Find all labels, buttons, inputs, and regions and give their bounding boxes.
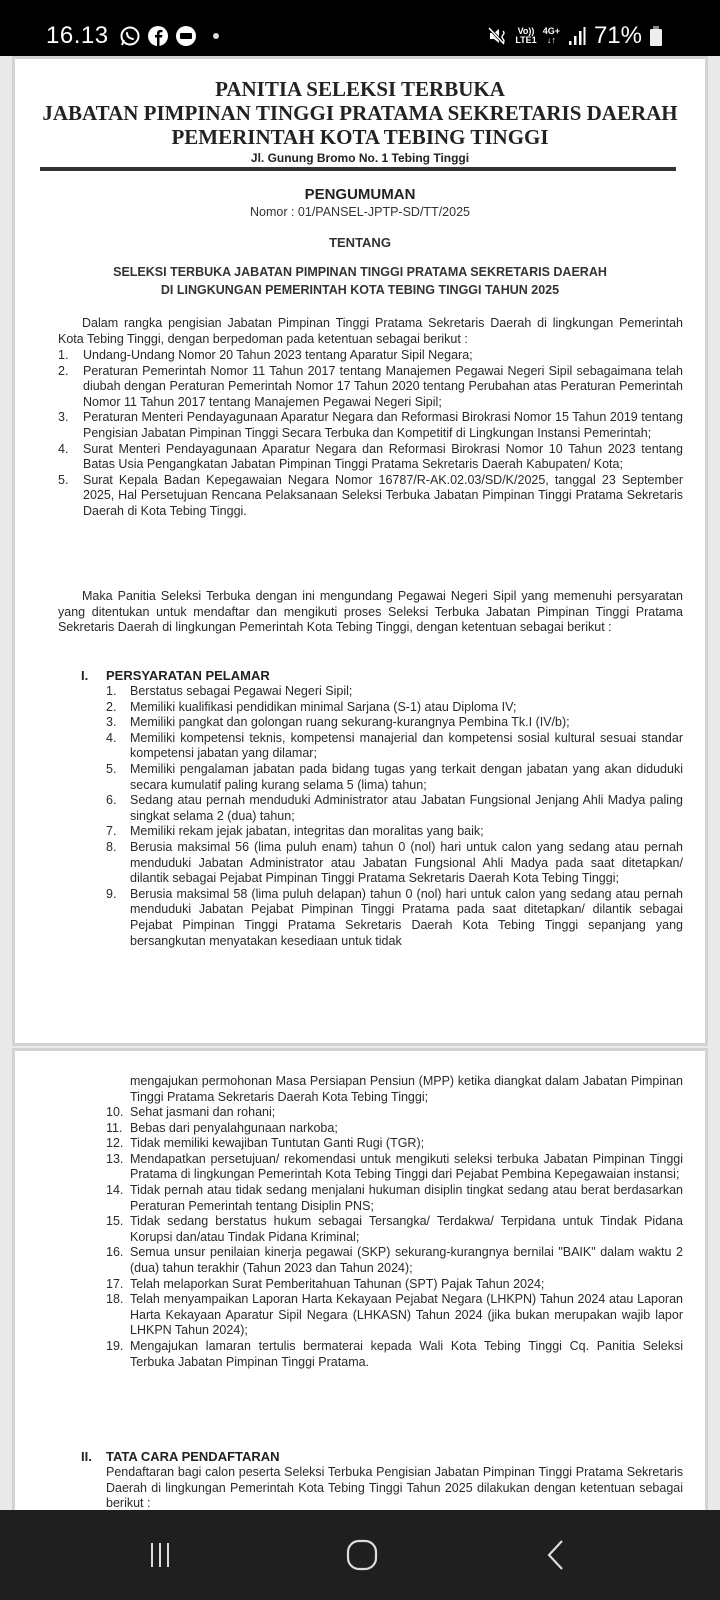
reference-list bbox=[58, 348, 683, 520]
item-text: Berstatus sebagai Pegawai Negeri Sipil; bbox=[130, 684, 353, 698]
item-text: Undang-Undang Nomor 20 Tahun 2023 tentang Aparatur Sipil Negara; bbox=[83, 348, 473, 362]
item-number: 8. bbox=[106, 839, 117, 854]
whatsapp-icon bbox=[119, 25, 141, 47]
mute-icon bbox=[487, 25, 509, 47]
reference-item bbox=[58, 348, 683, 364]
reference-item bbox=[58, 442, 683, 473]
item-number: 1. bbox=[58, 348, 69, 362]
item-number: 17. bbox=[106, 1276, 124, 1291]
section-2-title: TATA CARA PENDAFTARAN bbox=[106, 1449, 280, 1464]
lte-label: LTE1 bbox=[515, 35, 537, 45]
item-number: 2. bbox=[106, 699, 117, 714]
item-number: 19. bbox=[106, 1338, 124, 1353]
announcement-title: PENGUMUMAN bbox=[304, 186, 416, 203]
item-number: 10. bbox=[106, 1105, 124, 1119]
subject-line-1: SELEKSI TERBUKA JABATAN PIMPINAN TINGGI PRATAMA SEKRETARIS DAERAH bbox=[113, 265, 607, 279]
requirements-list-page-2 bbox=[106, 1105, 683, 1370]
item-text: Bebas dari penyalahgunaan narkoba; bbox=[130, 1120, 338, 1135]
item-text: Berusia maksimal 58 (lima puluh delapan) tahun 0 (nol) hari untuk calon yang sedang atau pernah menduduki Jabatan Pejabat Pimpinan Tinggi Pratama pada saat ditetapkan/ dilantik sebagai Pejabat Pimpinan Tinggi Pratama Sekretaris Daerah Kota Tebing Tinggi sepanjang yang bersangkutan menyatakan kesediaan untuk tidak bbox=[130, 886, 683, 948]
status-bar bbox=[0, 0, 720, 56]
section-2-text: Pendaftaran bagi calon peserta Seleksi Terbuka Pengisian Jabatan Pimpinan Tinggi Pratama Sekretaris Daerah di lingkungan Pemerintah Kota Tebing Tinggi Tahun 2025 dilakukan dengan ketentuan sebagai berikut : bbox=[106, 1465, 683, 1510]
item-number: 3. bbox=[106, 715, 117, 730]
item-number: 2. bbox=[58, 363, 69, 378]
facebook-icon bbox=[147, 25, 169, 47]
notification-dot-icon bbox=[213, 33, 219, 39]
item-number: 6. bbox=[106, 793, 117, 808]
reference-item bbox=[58, 364, 683, 411]
requirement-item bbox=[106, 1136, 683, 1152]
section-1-number: I. bbox=[81, 668, 89, 683]
volte-label: Vo)) bbox=[517, 26, 535, 36]
item-text: Tidak memiliki kewajiban Tuntutan Ganti Rugi (TGR); bbox=[130, 1136, 425, 1151]
intro-paragraph: Dalam rangka pengisian Jabatan Pimpinan Tinggi Pratama Sekretaris Daerah di lingkungan Pemerintah Kota Tebing Tinggi, dengan berpedoman pada ketentuan sebagai berikut : bbox=[58, 316, 683, 346]
item-text: Memiliki pangkat dan golongan ruang sekurang-kurangnya Pembina Tk.I (IV/b); bbox=[130, 715, 570, 730]
requirement-item bbox=[106, 1214, 683, 1245]
volte-icon bbox=[515, 27, 536, 45]
requirement-item bbox=[106, 700, 683, 716]
item-text: Memiliki rekam jejak jabatan, integritas dan moralitas yang baik; bbox=[130, 824, 484, 839]
home-button[interactable] bbox=[342, 1538, 382, 1572]
item-text: Sehat jasmani dan rohani; bbox=[130, 1105, 276, 1119]
status-left bbox=[46, 22, 219, 50]
requirement-item bbox=[106, 762, 683, 793]
item-number: 15. bbox=[106, 1214, 124, 1229]
requirement-item bbox=[106, 793, 683, 824]
home-icon bbox=[345, 1538, 379, 1572]
item-text: Telah menyampaikan Laporan Harta Kekayaan Pejabat Negara (LHKPN) Tahun 2024 atau Laporan Harta Kekayaan Aparatur Sipil Negara (LHKASN) Tahun 2024 (jika bukan merupakan wajib lapor LHKPN Tahun 2024); bbox=[130, 1292, 683, 1338]
item-text: Mendapatkan persetujuan/ rekomendasi untuk mengikuti seleksi terbuka Jabatan Pimpinan Tinggi Pratama di lingkungan Pemerintah Kota Tebing Tinggi dari Pejabat Pembina Kepegawaian instansi; bbox=[130, 1151, 683, 1182]
item-text: Memiliki pengalaman jabatan pada bidang tugas yang terkait dengan jabatan yang akan diduduki secara kumulatif paling kurang selama 5 (lima) tahun; bbox=[130, 761, 683, 792]
item-number: 3. bbox=[58, 410, 69, 425]
item-text: Memiliki kualifikasi pendidikan minimal Sarjana (S-1) atau Diploma IV; bbox=[130, 699, 517, 714]
item-number: 18. bbox=[106, 1292, 124, 1307]
signal-icon bbox=[566, 25, 588, 47]
subject-line-2: DI LINGKUNGAN PEMERINTAH KOTA TEBING TINGGI TAHUN 2025 bbox=[160, 283, 560, 297]
requirement-9-continued: mengajukan permohonan Masa Persiapan Pensiun (MPP) ketika diangkat dalam Jabatan Pimpinan Tinggi Pratama Sekretaris Daerah Kota Tebing Tinggi; bbox=[130, 1074, 683, 1104]
requirement-item bbox=[106, 1105, 683, 1121]
about-label: TENTANG bbox=[329, 235, 391, 250]
document-page-1 bbox=[12, 56, 708, 1046]
status-right bbox=[487, 22, 662, 50]
item-text: Sedang atau pernah menduduki Administrator atau Jabatan Fungsional Jenjang Ahli Madya paling singkat selama 2 (dua) tahun; bbox=[130, 793, 683, 823]
data-arrows: ↓↑ bbox=[546, 35, 556, 45]
data-icon bbox=[543, 27, 560, 45]
item-text: Surat Kepala Badan Kepegawaian Negara Nomor 16787/R-AK.02.03/SD/K/2025, tanggal 23 September 2025, Hal Persetujuan Rencana Pelaksanaan Seleksi Terbuka Jabatan Pimpinan Tinggi Pratama Sekretaris Daerah di Kota Tebing Tinggi. bbox=[83, 472, 683, 518]
requirement-item bbox=[106, 1245, 683, 1276]
item-number: 5. bbox=[106, 761, 117, 776]
requirement-item bbox=[106, 1292, 683, 1339]
invitation-paragraph: Maka Panitia Seleksi Terbuka dengan ini mengundang Pegawai Negeri Sipil yang memenuhi persyaratan yang ditentukan untuk mendaftar dan mengikuti proses Seleksi Terbuka Jabatan Pimpinan Tinggi Pratama Sekretaris Daerah di lingkungan Pemerintah Kota Tebing Tinggi, dengan ketentuan sebagai berikut : bbox=[58, 589, 683, 635]
document-page-2 bbox=[12, 1048, 708, 1510]
reference-item bbox=[58, 410, 683, 441]
requirement-item bbox=[106, 1152, 683, 1183]
item-text: Memiliki kompetensi teknis, kompetensi manajerial dan kompetensi sosial kultural sesuai standar kompetensi jabatan yang dilamar; bbox=[130, 730, 683, 761]
item-number: 1. bbox=[106, 684, 117, 698]
item-number: 13. bbox=[106, 1151, 124, 1166]
letterhead-line-1: PANITIA SELEKSI TERBUKA bbox=[215, 77, 505, 101]
item-number: 5. bbox=[58, 472, 69, 487]
announcement-number: Nomor : 01/PANSEL-JPTP-SD/TT/2025 bbox=[250, 205, 470, 219]
requirement-item bbox=[106, 1121, 683, 1137]
reference-item bbox=[58, 473, 683, 520]
battery-icon bbox=[650, 26, 662, 46]
letterhead-divider bbox=[40, 167, 676, 171]
item-number: 11. bbox=[106, 1120, 123, 1135]
item-text: Telah melaporkan Surat Pemberitahuan Tahunan (SPT) Pajak Tahun 2024; bbox=[130, 1276, 545, 1291]
battery-percent: 71% bbox=[593, 22, 642, 49]
item-text: Tidak sedang berstatus hukum sebagai Tersangka/ Terdakwa/ Terpidana untuk Tindak Pidana Korupsi dan/atau Tindak Pidana Kriminal; bbox=[130, 1214, 683, 1244]
requirement-item bbox=[106, 715, 683, 731]
item-text: Semua unsur penilaian kinerja pegawai (SKP) sekurang-kurangnya bernilai "BAIK" dalam waktu 2 (dua) tahun terakhir (Tahun 2023 dan Tahun 2024); bbox=[130, 1245, 683, 1275]
back-button[interactable] bbox=[535, 1538, 575, 1572]
requirement-item bbox=[106, 1339, 683, 1370]
requirement-item bbox=[106, 1183, 683, 1214]
navigation-bar bbox=[0, 1510, 720, 1600]
recent-apps-button[interactable] bbox=[140, 1538, 180, 1572]
recent-apps-icon bbox=[145, 1540, 175, 1570]
requirement-item bbox=[106, 887, 683, 949]
section-2-heading bbox=[81, 1449, 681, 1464]
item-text: Berusia maksimal 56 (lima puluh enam) tahun 0 (nol) hari untuk calon yang sedang atau pernah menduduki Jabatan Administrator atau Jabatan Fungsional Ahli Madya pada saat ditetapkan/ dilantik sebagai Pejabat Pimpinan Tinggi Pratama Sekretaris Daerah Kota Tebing Tinggi; bbox=[130, 839, 683, 886]
clock: 16.13 bbox=[46, 22, 109, 49]
letterhead-line-2: JABATAN PIMPINAN TINGGI PRATAMA SEKRETARIS DAERAH bbox=[42, 101, 678, 125]
letterhead-address: Jl. Gunung Bromo No. 1 Tebing Tinggi bbox=[250, 151, 470, 165]
item-number: 4. bbox=[58, 441, 69, 456]
item-number: 9. bbox=[106, 886, 117, 901]
requirement-item bbox=[106, 684, 683, 700]
requirement-item bbox=[106, 824, 683, 840]
item-text: Peraturan Menteri Pendayagunaan Aparatur Negara dan Reformasi Birokrasi Nomor 15 Tahun 2019 tentang Pengisian Jabatan Pimpinan Tinggi Secara Terbuka dan Kompetitif di Lingkungan Instansi Pemerintah; bbox=[83, 410, 683, 440]
item-number: 16. bbox=[106, 1245, 124, 1260]
back-icon bbox=[540, 1538, 570, 1572]
section-2-number: II. bbox=[81, 1449, 92, 1464]
item-text: Surat Menteri Pendayagunaan Aparatur Negara dan Reformasi Birokrasi Nomor 10 Tahun 2023 tentang Batas Usia Pengangkatan Jabatan Pimpinan Tinggi Pratama Sekretaris Daerah Kabupaten/ Kota; bbox=[83, 441, 683, 472]
network-type-label: 4G+ bbox=[542, 26, 560, 36]
item-text: Mengajukan lamaran tertulis bermaterai kepada Wali Kota Tebing Tinggi Cq. Panitia Seleksi Terbuka Jabatan Pimpinan Tinggi Pratama. bbox=[130, 1338, 683, 1369]
item-number: 7. bbox=[106, 824, 117, 839]
requirement-item bbox=[106, 840, 683, 887]
item-number: 4. bbox=[106, 730, 117, 745]
requirement-item bbox=[106, 1277, 683, 1293]
requirements-list-page-1 bbox=[106, 684, 683, 949]
item-text: Tidak pernah atau tidak sedang menjalani hukuman disiplin tingkat sedang atau berat berdasarkan Peraturan Pemerintah tentang Disiplin PNS; bbox=[130, 1182, 683, 1213]
requirement-item bbox=[106, 731, 683, 762]
item-number: 14. bbox=[106, 1182, 124, 1197]
section-1-title: PERSYARATAN PELAMAR bbox=[106, 668, 270, 683]
document-viewer[interactable] bbox=[0, 56, 720, 1510]
chat-bubble-icon bbox=[175, 25, 197, 47]
section-1-heading bbox=[81, 668, 681, 683]
letterhead-line-3: PEMERINTAH KOTA TEBING TINGGI bbox=[171, 125, 549, 149]
item-number: 12. bbox=[106, 1136, 124, 1151]
item-text: Peraturan Pemerintah Nomor 11 Tahun 2017 tentang Manajemen Pegawai Negeri Sipil sebagaimana telah diubah dengan Peraturan Pemerintah Nomor 17 Tahun 2020 tentang Perubahan atas Peraturan Pemerintah Nomor 11 Tahun 2017 tentang Manajemen Pegawai Negeri Sipil; bbox=[83, 363, 683, 409]
